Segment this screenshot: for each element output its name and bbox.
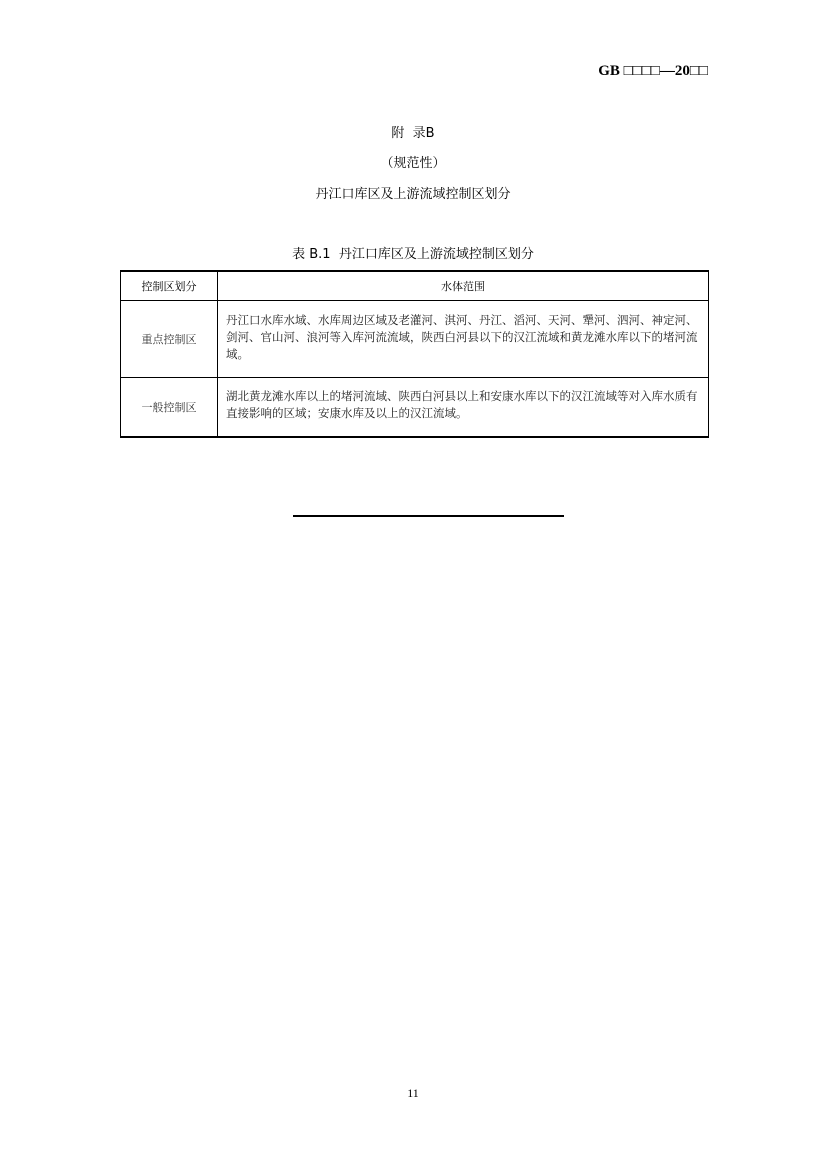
control-zone-table [120,270,709,438]
page-number: 11 [407,1086,419,1100]
document-code: GB □□□□—20□□ [598,63,708,79]
zone-cell: 一般控制区 [121,378,218,438]
header-scope: 水体范围 [218,271,709,301]
end-divider [293,515,564,517]
zone-cell: 重点控制区 [121,301,218,378]
scope-cell: 湖北黄龙滩水库以上的堵河流域、陕西白河县以上和安康水库以下的汉江流域等对入库水质有直接影响的区域；安康水库及以上的汉江流域。 [218,378,709,438]
table-row [121,378,709,438]
table-header-row [121,271,709,301]
header-zone: 控制区划分 [121,271,218,301]
appendix-title: 丹江口库区及上游流域控制区划分 [315,187,511,202]
appendix-nature: （规范性） [380,156,446,171]
scope-cell: 丹江口水库水域、水库周边区域及老灌河、淇河、丹江、滔河、天河、犟河、泗河、神定河、剑河、官山河、浪河等入库河流流域，陕西白河县以下的汉江流域和黄龙滩水库以下的堵河流域。 [218,301,709,378]
appendix-label: 附 录B [391,126,435,141]
table-caption: 表 B.1 丹江口库区及上游流域控制区划分 [292,247,534,262]
table-row [121,301,709,378]
